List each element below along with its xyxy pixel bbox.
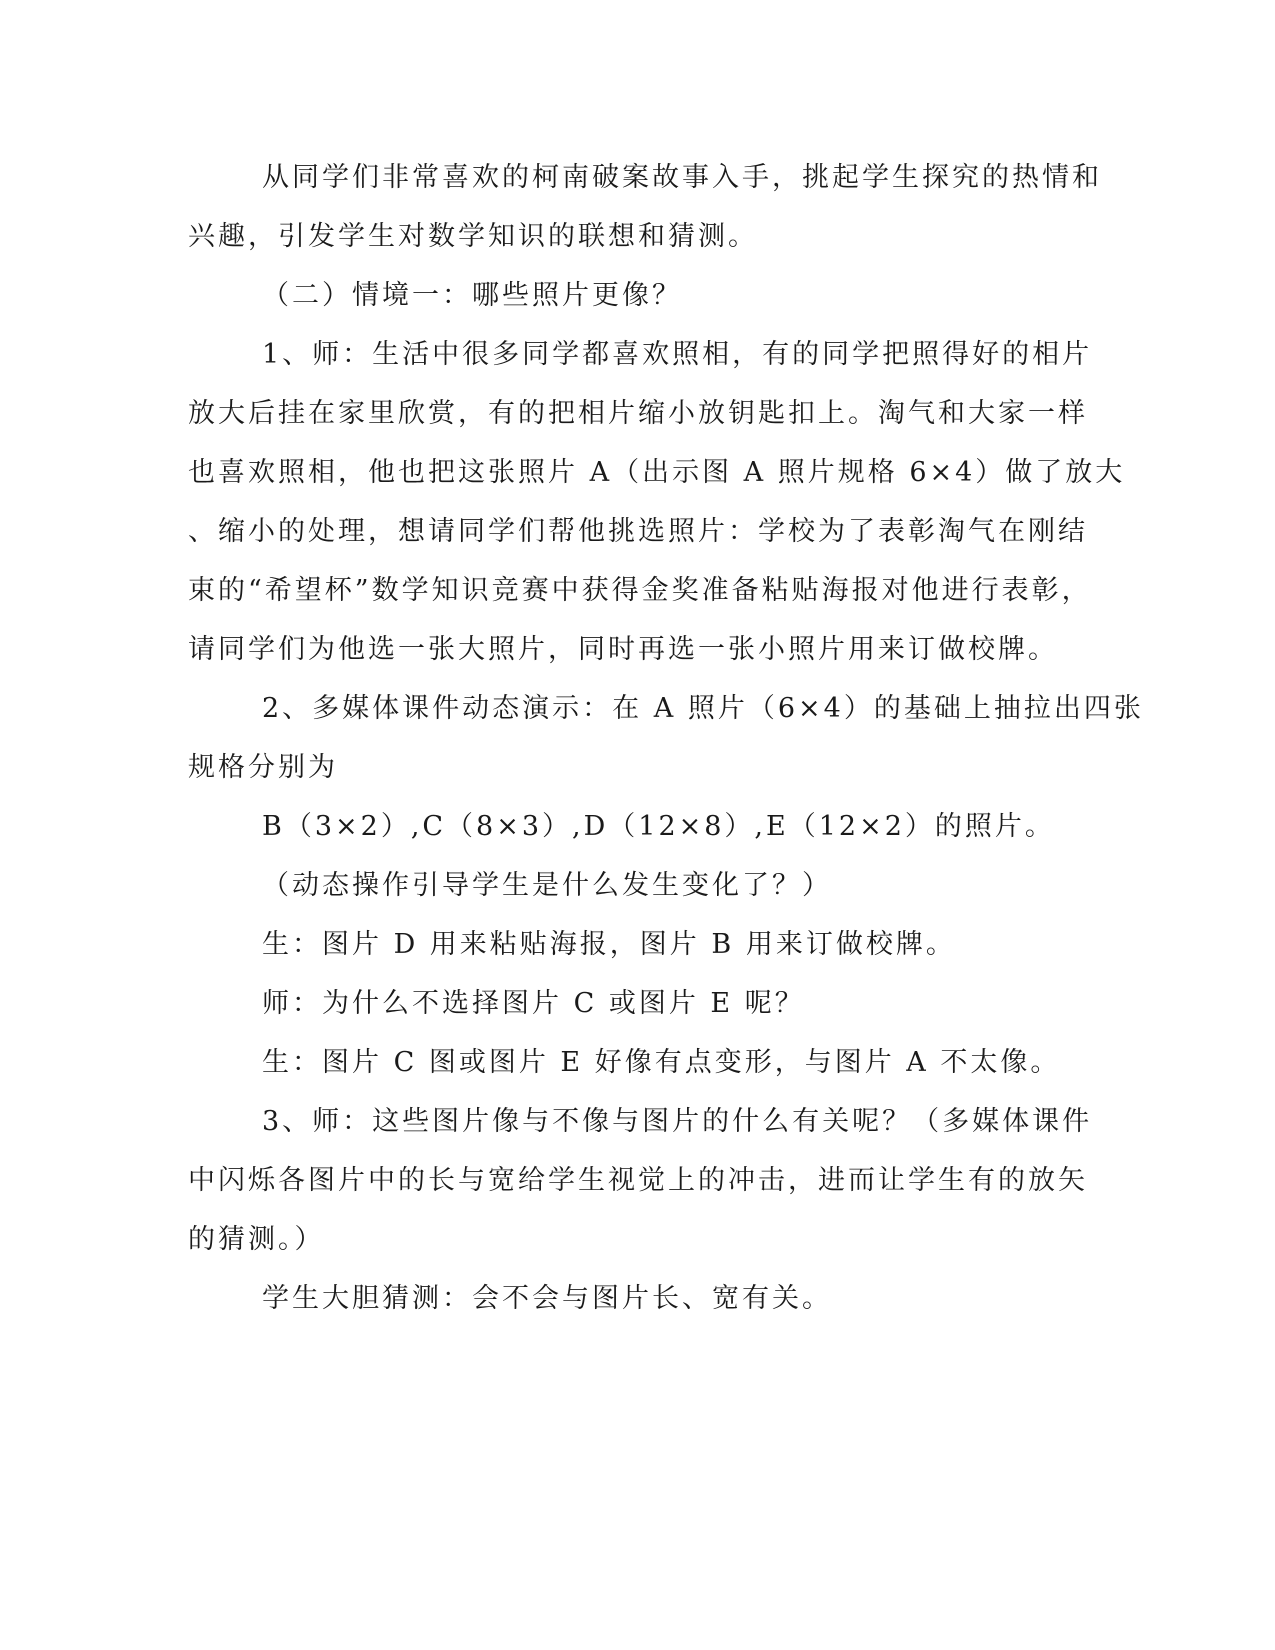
paragraph-line: 放大后挂在家里欣赏，有的把相片缩小放钥匙扣上。淘气和大家一样: [188, 398, 1088, 429]
paragraph-line: 2、多媒体课件动态演示：在 A 照片（6×4）的基础上抽拉出四张: [262, 693, 1144, 724]
paragraph-line: 师：为什么不选择图片 C 或图片 E 呢？: [262, 988, 805, 1019]
section-heading: （二）情境一：哪些照片更像？: [262, 280, 682, 311]
paragraph-line: 规格分别为: [188, 752, 338, 783]
paragraph-line: （动态操作引导学生是什么发生变化了？）: [262, 870, 832, 901]
paragraph-line: 兴趣，引发学生对数学知识的联想和猜测。: [188, 221, 758, 252]
paragraph-line: 请同学们为他选一张大照片，同时再选一张小照片用来订做校牌。: [188, 634, 1058, 665]
paragraph-line: 中闪烁各图片中的长与宽给学生视觉上的冲击，进而让学生有的放矢: [188, 1165, 1088, 1196]
paragraph-line: 学生大胆猜测：会不会与图片长、宽有关。: [262, 1283, 832, 1314]
paragraph-line: 从同学们非常喜欢的柯南破案故事入手，挑起学生探究的热情和: [262, 162, 1102, 193]
paragraph-line: 、缩小的处理，想请同学们帮他挑选照片：学校为了表彰淘气在刚结: [188, 516, 1088, 547]
paragraph-line: 束的“希望杯”数学知识竞赛中获得金奖准备粘贴海报对他进行表彰，: [188, 575, 1092, 606]
paragraph-line: 1、师：生活中很多同学都喜欢照相，有的同学把照得好的相片: [262, 339, 1093, 370]
paragraph-line: 的猜测。）: [188, 1224, 325, 1255]
paragraph-line: 也喜欢照相，他也把这张照片 A（出示图 A 照片规格 6×4）做了放大: [188, 457, 1126, 488]
paragraph-line: 3、师：这些图片像与不像与图片的什么有关呢？（多媒体课件: [262, 1106, 1093, 1137]
paragraph-line: 生：图片 D 用来粘贴海报，图片 B 用来订做校牌。: [262, 929, 956, 960]
paragraph-line: 生：图片 C 图或图片 E 好像有点变形，与图片 A 不太像。: [262, 1047, 1061, 1078]
paragraph-line: B（3×2）,C（8×3）,D（12×8）,E（12×2）的照片。: [262, 811, 1055, 842]
